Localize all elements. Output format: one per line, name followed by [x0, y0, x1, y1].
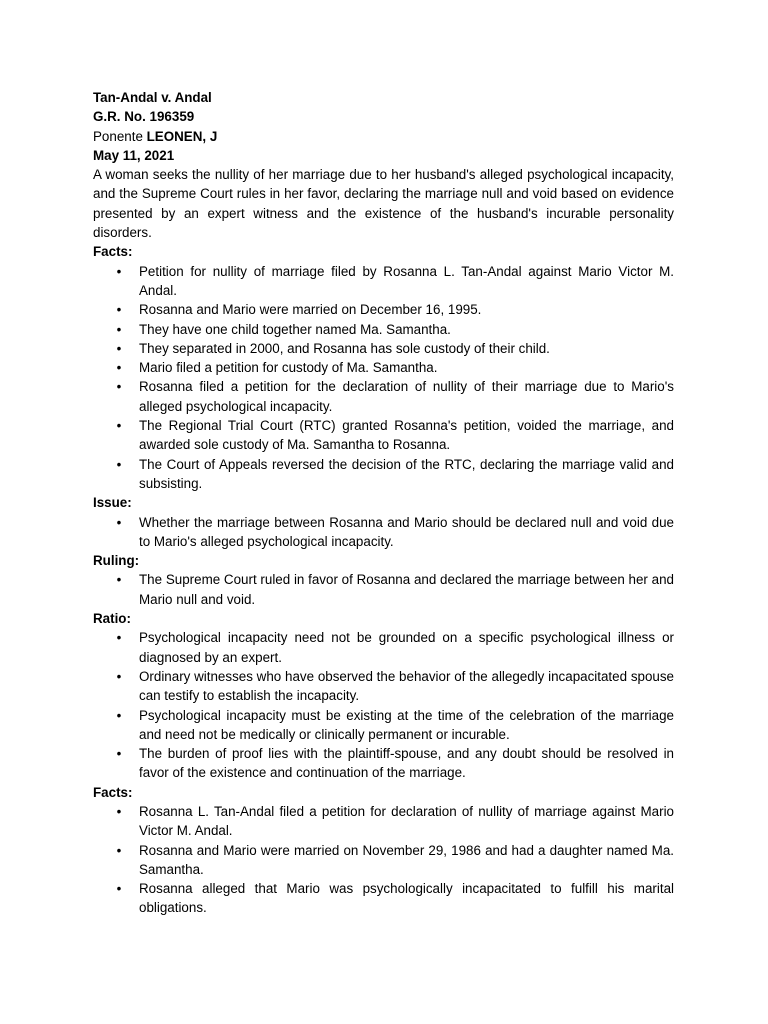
section-heading: Facts: — [93, 244, 133, 260]
bullet-icon: • — [116, 360, 122, 376]
list-item-text: Rosanna L. Tan-Andal filed a petition for declaration of nullity of marriage against Mario Victor M. Andal. — [139, 803, 674, 839]
list-item-text: Mario filed a petition for custody of Ma. Samantha. — [139, 360, 438, 376]
list-item — [93, 339, 674, 358]
section-heading: Facts: — [93, 784, 133, 800]
bullet-list — [93, 628, 674, 782]
list-item — [93, 802, 674, 841]
list-item — [93, 416, 674, 455]
bullet-icon: • — [116, 302, 122, 318]
bullet-icon: • — [116, 514, 122, 530]
bullet-icon: • — [116, 321, 122, 337]
ponente-name: LEONEN, J — [146, 128, 218, 144]
list-item-text: Whether the marriage between Rosanna and Mario should be declared null and void due to Mario's alleged psychological incapacity. — [139, 514, 674, 549]
bullet-icon: • — [116, 707, 122, 723]
ponente-line — [93, 127, 674, 146]
bullet-icon: • — [116, 340, 122, 356]
list-item-text: Rosanna and Mario were married on December 16, 1995. — [139, 302, 482, 318]
list-item — [93, 744, 674, 783]
list-item — [93, 628, 674, 667]
list-item — [93, 667, 674, 706]
list-item-text: They separated in 2000, and Rosanna has sole custody of their child. — [139, 340, 550, 356]
list-item-text: The Regional Trial Court (RTC) granted Rosanna's petition, voided the marriage, and awarded sole custody of Ma. Samantha to Rosanna. — [139, 418, 674, 453]
list-item — [93, 300, 674, 319]
list-item-text: Petition for nullity of marriage filed by Rosanna L. Tan-Andal against Mario Victor M. Andal. — [139, 263, 674, 298]
bullet-icon: • — [116, 842, 122, 858]
list-item-text: The Court of Appeals reversed the decision of the RTC, declaring the marriage valid and subsisting. — [139, 456, 674, 491]
section-heading: Issue: — [93, 495, 132, 511]
list-item-text: The burden of proof lies with the plaintiff-spouse, and any doubt should be resolved in favor of the existence and continuation of the marriage. — [139, 746, 674, 781]
gr-number: G.R. No. 196359 — [93, 109, 195, 125]
list-item-text: Rosanna and Mario were married on November 29, 1986 and had a daughter named Ma. Samantha. — [139, 842, 674, 877]
list-item — [93, 262, 674, 301]
list-item-text: They have one child together named Ma. Samantha. — [139, 321, 451, 337]
sections-container — [93, 242, 674, 917]
bullet-list — [93, 513, 674, 552]
bullet-list — [93, 570, 674, 609]
list-item-text: Rosanna filed a petition for the declaration of nullity of their marriage due to Mario's alleged psychological incapacity. — [139, 379, 674, 414]
bullet-icon: • — [116, 418, 122, 434]
decision-date: May 11, 2021 — [93, 147, 175, 163]
bullet-icon: • — [116, 803, 122, 819]
list-item — [93, 320, 674, 339]
document-page — [93, 88, 674, 918]
list-item — [93, 841, 674, 880]
list-item — [93, 706, 674, 745]
bullet-list — [93, 262, 674, 494]
list-item — [93, 570, 674, 609]
case-title: Tan-Andal v. Andal — [93, 90, 212, 105]
bullet-icon: • — [116, 379, 122, 395]
bullet-icon: • — [116, 881, 122, 897]
bullet-icon: • — [116, 263, 122, 279]
list-item — [93, 879, 674, 918]
bullet-icon: • — [116, 630, 122, 646]
list-item — [93, 377, 674, 416]
list-item-text: The Supreme Court ruled in favor of Rosanna and declared the marriage between her and Mario null and void. — [139, 572, 674, 607]
list-item — [93, 358, 674, 377]
case-summary: A woman seeks the nullity of her marriage due to her husband's alleged psychological incapacity, and the Supreme Court rules in her favor, declaring the marriage null and void based on evidence presented by an expert witness and the existence of the husband's incurable personality disorders. — [93, 167, 674, 241]
list-item-text: Psychological incapacity need not be grounded on a specific psychological illness or diagnosed by an expert. — [139, 630, 674, 665]
list-item-text: Ordinary witnesses who have observed the behavior of the allegedly incapacitated spouse can testify to establish the incapacity. — [139, 668, 674, 704]
bullet-list — [93, 802, 674, 918]
list-item-text: Psychological incapacity must be existing at the time of the celebration of the marriage and need not be medically or clinically permanent or incurable. — [139, 707, 674, 742]
section-heading: Ratio: — [93, 611, 131, 627]
bullet-icon: • — [116, 746, 122, 762]
bullet-icon: • — [116, 572, 122, 588]
bullet-icon: • — [116, 456, 122, 472]
bullet-icon: • — [116, 668, 122, 684]
list-item-text: Rosanna alleged that Mario was psychologically incapacitated to fulfill his marital obligations. — [139, 881, 674, 916]
ponente-label: Ponente — [93, 128, 147, 144]
list-item — [93, 455, 674, 494]
section-heading: Ruling: — [93, 553, 140, 569]
list-item — [93, 513, 674, 552]
